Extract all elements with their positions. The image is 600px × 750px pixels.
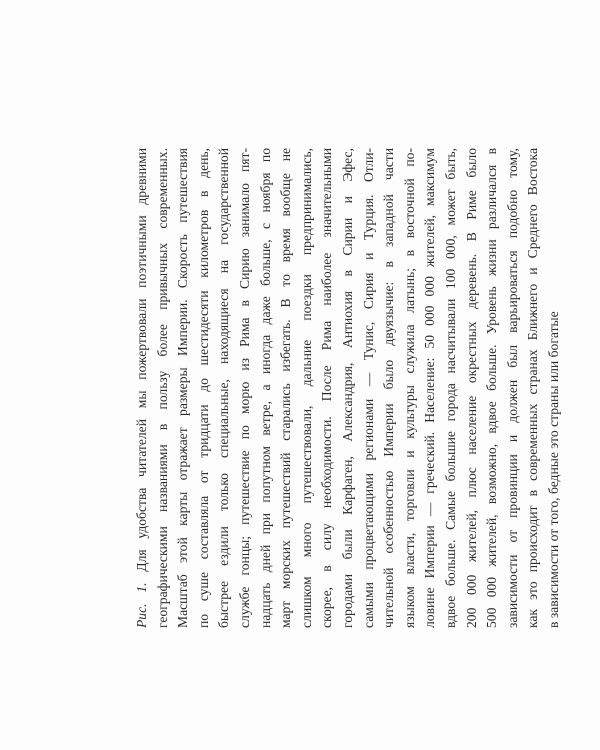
caption-line: март морских путешествий старались избегать. В то время вообще не	[278, 148, 294, 628]
caption-line: надцать дней при попутном ветре, а иногда даже больше, с ноября по	[257, 148, 273, 628]
caption-line: вдвое больше. Самые большие города насчитывали 100 000, может быть,	[442, 148, 458, 628]
caption-line: городами были Карфаген, Александрия, Антиохия в Сирии и Эфес,	[339, 148, 355, 628]
caption-line: Масштаб этой карты отражает размеры Империи. Скорость путешествия	[175, 148, 191, 628]
caption-line: как это происходит в современных странах Ближнего и Среднего Востока	[525, 148, 541, 628]
caption-line: быстрее ездили только специальные, находящиеся на государственной	[216, 148, 232, 628]
figure-caption	[132, 148, 564, 628]
caption-line: зависимости от провинции и должен был варьироваться подобно тому,	[504, 148, 520, 628]
figure-label: Рис. 1.	[134, 582, 149, 628]
caption-line-1	[132, 148, 153, 628]
caption-line: 500 000 жителей, возможно, вдвое больше. Уровень жизни различался в	[484, 148, 500, 628]
caption-line: в зависимости от того, бедные это страны или богатые	[545, 311, 561, 628]
caption-text: Для удобства читателей мы пожертвовали поэтичными древними	[134, 148, 149, 572]
caption-line: ловине Империи — греческий. Население: 50 000 000 жителей, максимум	[422, 148, 438, 628]
caption-line: географическими названиями в пользу более привычных современных.	[154, 148, 170, 628]
caption-line: службе гонцы; путешествие по морю из Рима в Сирию занимало пят-	[236, 148, 252, 628]
caption-line: слишком много путешествовали, дальние поездки предпринимались,	[298, 148, 314, 628]
caption-line: по суше составляла от тридцати до шестидесяти километров в день,	[195, 148, 211, 628]
caption-line: самыми процветающими регионами — Тунис, Сирия и Турция. Отли-	[360, 148, 376, 628]
caption-line: 200 000 жителей, плюс население окрестных деревень. В Риме было	[463, 148, 479, 628]
caption-line: языком власти, торговли и культуры служила латынь; в восточной по-	[401, 148, 417, 628]
caption-line: чительной особенностью Империи было двуязычие: в западной части	[381, 148, 397, 628]
caption-line: скорее, в силу необходимости. После Рима наиболее значительными	[319, 148, 335, 628]
